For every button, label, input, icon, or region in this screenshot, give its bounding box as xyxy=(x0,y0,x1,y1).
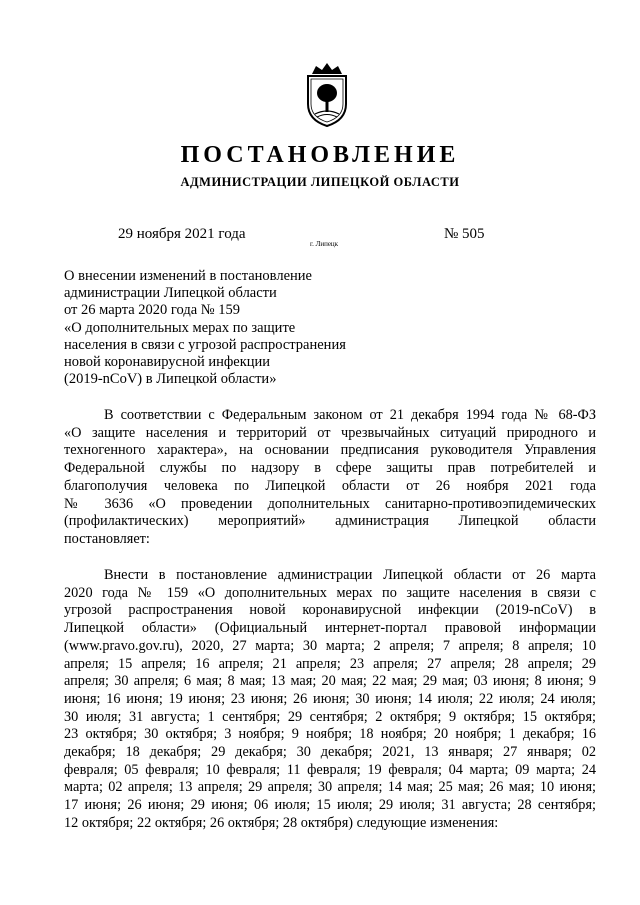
paragraph-line: благополучия человека по Липецкой области от 26 ноября 2021 года xyxy=(64,477,596,494)
heading-line: новой коронавирусной инфекции xyxy=(64,354,271,371)
coat-of-arms-emblem-icon xyxy=(302,60,352,128)
paragraph-line: «О защите населения и территорий от чрезвычайных ситуаций природного и xyxy=(64,424,596,441)
heading-line: населения в связи с угрозой распространения xyxy=(64,336,346,353)
paragraph-line: 23 октября; 30 октября; 3 ноября; 9 ноября; 18 ноября; 20 ноября; 1 декабря; 16 xyxy=(64,726,596,743)
heading-line: от 26 марта 2020 года № 159 xyxy=(64,302,240,319)
document-city: г. Липецк xyxy=(310,240,339,248)
paragraph-line: декабря; 18 декабря; 29 декабря; 30 декабря; 2021, 13 января; 27 января; 02 xyxy=(64,744,596,761)
document-number: № 505 xyxy=(444,226,485,242)
paragraph-line: февраля; 05 февраля; 10 февраля; 11 февраля; 19 февраля; 04 марта; 09 марта; 24 xyxy=(64,761,596,778)
paragraph-line: 12 октября; 22 октября; 26 октября; 28 октября) следующие изменения: xyxy=(64,814,499,831)
paragraph-line: Липецкой области» (Официальный интернет-портал правовой информации xyxy=(64,620,596,637)
heading-line: (2019-nCoV) в Липецкой области» xyxy=(64,371,277,388)
paragraph-line: техногенного характера», на основании предписания руководителя Управления xyxy=(64,442,596,459)
paragraph-line: апреля; 15 апреля; 16 апреля; 21 апреля; 23 апреля; 27 апреля; 28 апреля; 29 xyxy=(64,655,596,672)
paragraph-line: В соответствии с Федеральным законом от 21 декабря 1994 года № 68-ФЗ xyxy=(104,407,596,423)
preamble-paragraph xyxy=(64,407,596,549)
document-title: ПОСТАНОВЛЕНИЕ xyxy=(180,142,460,168)
heading-line: администрации Липецкой области xyxy=(64,285,277,302)
paragraph-line: 2020 года № 159 «О дополнительных мерах по защите населения в связи с xyxy=(64,584,596,601)
paragraph-line: (профилактических) мероприятий» администрация Липецкой области xyxy=(64,513,596,530)
paragraph-line: угрозой распространения новой коронавирусной инфекции (2019-nCoV) в xyxy=(64,602,596,619)
resolution-paragraph xyxy=(64,567,596,833)
document-subtitle: АДМИНИСТРАЦИИ ЛИПЕЦКОЙ ОБЛАСТИ xyxy=(180,175,460,189)
paragraph-line: Внести в постановление администрации Липецкой области от 26 марта xyxy=(104,567,596,583)
paragraph-line: 17 июня; 26 июня; 29 июня; 06 июля; 15 июля; 29 июля; 31 августа; 28 сентября; xyxy=(64,797,596,814)
heading-line: О внесении изменений в постановление xyxy=(64,268,312,284)
paragraph-line: Федеральной службы по надзору в сфере защиты прав потребителей и xyxy=(64,460,596,477)
paragraph-line: постановляет: xyxy=(64,530,150,547)
document-date: 29 ноября 2021 года xyxy=(118,226,246,242)
paragraph-line: № 3636 «О проведении дополнительных санитарно-противоэпидемических xyxy=(64,495,596,512)
paragraph-line: апреля; 30 апреля; 6 мая; 8 мая; 13 мая; 20 мая; 22 мая; 29 мая; 03 июня; 8 июня; 9 xyxy=(64,673,596,690)
heading-line: «О дополнительных мерах по защите xyxy=(64,319,296,336)
paragraph-line: 30 июля; 31 августа; 1 сентября; 29 сентября; 2 октября; 9 октября; 15 октября; xyxy=(64,708,596,725)
paragraph-line: (www.pravo.gov.ru), 2020, 27 марта; 30 марта; 2 апреля; 7 апреля; 8 апреля; 10 xyxy=(64,637,596,654)
paragraph-line: марта; 02 апреля; 13 апреля; 29 апреля; 30 апреля; 14 мая; 25 мая; 26 мая; 10 июня; xyxy=(64,779,596,796)
paragraph-line: июня; 16 июня; 19 июня; 23 июня; 26 июня; 30 июня; 14 июля; 22 июля; 24 июля; xyxy=(64,690,596,707)
document-heading xyxy=(64,268,384,388)
